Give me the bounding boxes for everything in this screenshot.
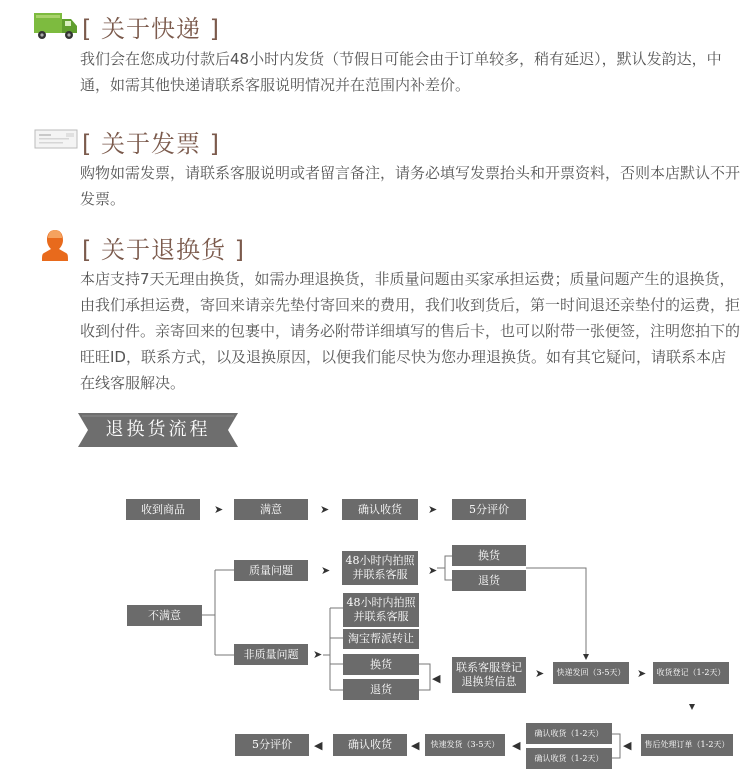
flow-express-ship: 快速发货（3-5天） <box>425 734 505 756</box>
flow-contact-48h-a: 48小时内拍照 并联系客服 <box>342 551 418 585</box>
flow-arrow-3: ➤ <box>428 503 438 516</box>
flow-arrow-4: ➤ <box>321 564 331 577</box>
flow-exchange-b: 换货 <box>343 654 419 675</box>
flow-unsatisfied: 不满意 <box>127 605 202 626</box>
flow-after-sales: 售后处理订单（1-2天） <box>641 734 733 756</box>
flow-review-bottom: 5分评价 <box>235 734 309 756</box>
flow-arrow-2: ➤ <box>320 503 330 516</box>
flow-arrow-6: ➤ <box>313 648 323 661</box>
flow-quality-issue: 质量问题 <box>234 560 308 581</box>
flow-satisfied: 满意 <box>234 499 308 520</box>
flow-arrow-1: ➤ <box>214 503 224 516</box>
flow-receipt-register: 收货登记（1-2天） <box>653 662 729 684</box>
flow-non-quality-issue: 非质量问题 <box>234 644 308 665</box>
flow-ship-back: 快递发回（3-5天） <box>553 662 629 684</box>
flow-arrow-7: ◀ <box>432 672 441 685</box>
flow-return-a: 退货 <box>452 570 526 591</box>
flow-register: 联系客服登记 退换货信息 <box>452 657 526 693</box>
flow-arrow-9: ➤ <box>637 667 647 680</box>
flow-arrow-10: ◀ <box>623 739 632 752</box>
flow-banner-label: 退换货流程 <box>105 419 211 440</box>
flow-taobao-dispatch: 淘宝帮派转让 <box>343 629 419 649</box>
invoice-text: 购物如需发票，请联系客服说明或者留言备注，请务必填写发票抬头和开票资料，否则本店默认不开发票。 <box>80 164 741 208</box>
flow-confirm-small-b: 确认收货（1-2天） <box>526 748 612 769</box>
shipping-title: [ 关于快递 ] <box>82 15 220 43</box>
flow-arrow-12: ◀ <box>411 739 420 752</box>
flow-arrow-5: ➤ <box>428 564 438 577</box>
flow-arrow-8: ➤ <box>535 667 545 680</box>
flow-arrow-13: ◀ <box>314 739 323 752</box>
flow-confirm-small-a: 确认收货（1-2天） <box>526 723 612 744</box>
flow-received: 收到商品 <box>126 499 200 520</box>
flow-exchange-a: 换货 <box>452 545 526 566</box>
flow-arrow-11: ◀ <box>512 739 521 752</box>
flow-confirm-top: 确认收货 <box>342 499 418 520</box>
returns-title: [ 关于退换货 ] <box>82 236 245 264</box>
flow-contact-48h-b: 48小时内拍照 并联系客服 <box>343 593 419 627</box>
flow-review-top: 5分评价 <box>452 499 526 520</box>
invoice-title: [ 关于发票 ] <box>82 130 220 158</box>
returns-text: 本店支持7天无理由换货，如需办理退换货，非质量问题由买家承担运费；质量问题产生的退换货，由我们承担运费，寄回来请亲先垫付寄回来的费用，我们收到货后，第一时间退还亲垫付的运费，拒收到付件。亲寄回来的包裹中，请务必附带详细填写的售后卡，也可以附带一张便签，注明您拍下的旺旺ID，联系方式，以及退换原因，以便我们能尽快为您办理退换货。如有其它疑问，请联系本店在线客服解决。 <box>80 270 741 392</box>
shipping-text: 我们会在您成功付款后48小时内发货（节假日可能会由于订单较多，稍有延迟），默认发韵达，中通，如需其他快递请联系客服说明情况并在范围内补差价。 <box>80 50 722 94</box>
flow-return-b: 退货 <box>343 679 419 700</box>
flow-confirm-bottom: 确认收货 <box>333 734 407 756</box>
